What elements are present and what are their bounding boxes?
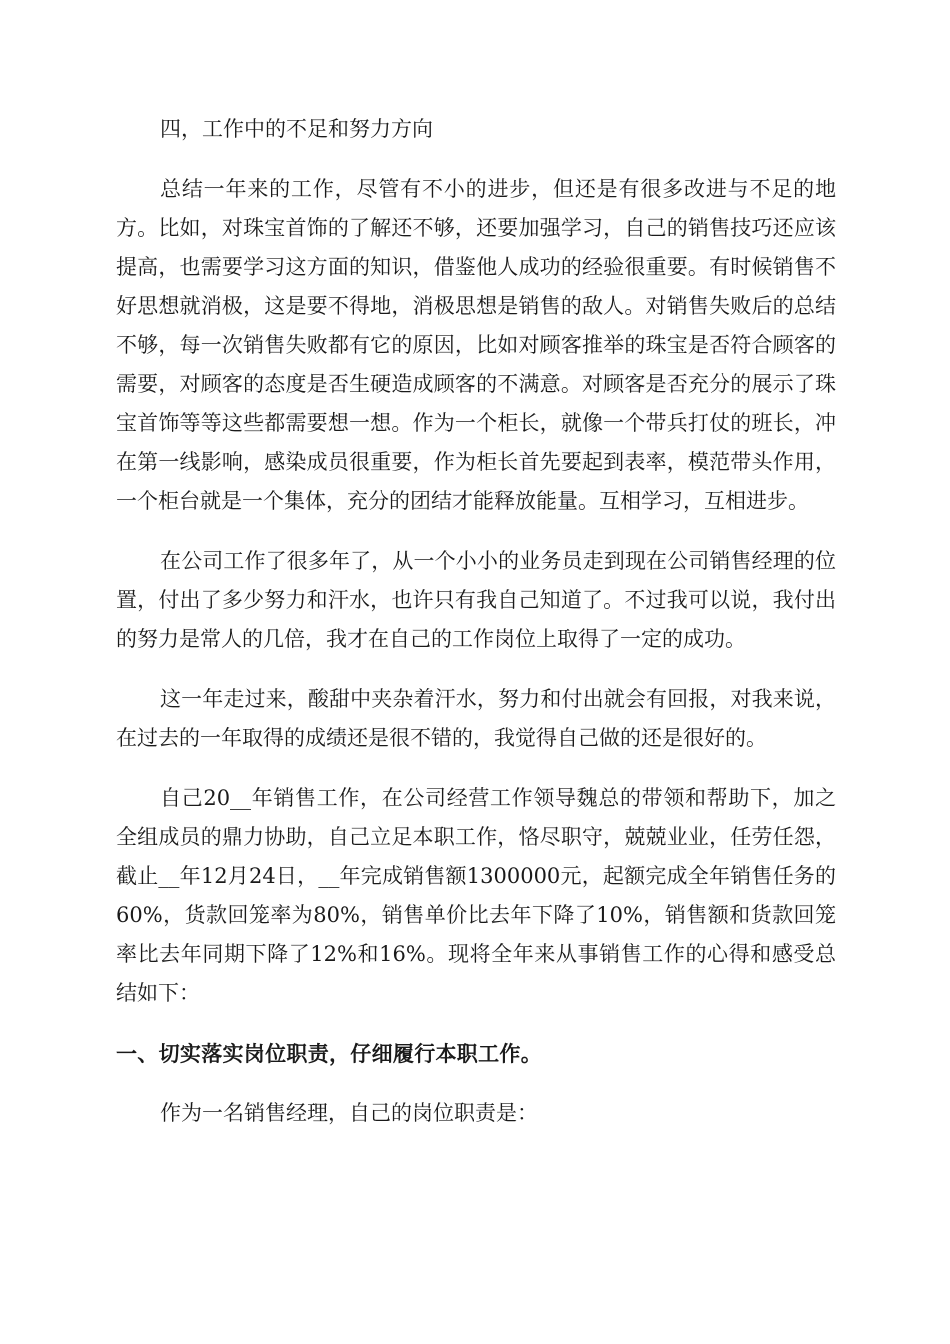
section-one-heading: 一、切实落实岗位职责，仔细履行本职工作。 [116, 1041, 542, 1066]
section-four-heading: 四，工作中的不足和努力方向 [160, 117, 433, 141]
paragraph-shortcomings: 总结一年来的工作，尽管有不小的进步，但还是有很多改进与不足的地方。比如，对珠宝首饰的了解还不够，还要加强学习，自己的销售技巧还应该提高，也需要学习这方面的知识，借鉴他人成功的经验很重要。有时候销售不好思想就消极，这是要不得地，消极思想是销售的敌人。对销售失败后的总结不够，每一次销售失败都有它的原因，比如对顾客推举的珠宝是否符合顾客的需要，对顾客的态度是否生硬造成顾客的不满意。对顾客是否充分的展示了珠宝首饰等等这些都需要想一想。作为一个柜长，就像一个带兵打仗的班长，冲在第一线影响，感染成员很重要，作为柜长首先要起到表率，模范带头作用，一个柜台就是一个集体，充分的团结才能释放能量。互相学习，互相进步。 [116, 177, 836, 513]
paragraph-sales-summary: 自己20__年销售工作，在公司经营工作领导魏总的带领和帮助下，加之全组成员的鼎力协助，自己立足本职工作，恪尽职守，兢兢业业，任劳任怨，截止__年12月24日，__年完成销售额1300000元，起额完成全年销售任务的60%，货款回笼率为80%，销售单价比去年下降了10%，销售额和货款回笼率比去年同期下降了12%和16%。现将全年来从事销售工作的心得和感受总结如下： [116, 786, 836, 1005]
document-body [116, 110, 836, 1154]
paragraph-year-review: 这一年走过来，酸甜中夹杂着汗水，努力和付出就会有回报，对我来说，在过去的一年取得的成绩还是很不错的，我觉得自己做的还是很好的。 [116, 687, 836, 750]
paragraph-career: 在公司工作了很多年了，从一个小小的业务员走到现在公司销售经理的位置，付出了多少努力和汗水，也许只有我自己知道了。不过我可以说，我付出的努力是常人的几倍，我才在自己的工作岗位上取得了一定的成功。 [116, 549, 836, 651]
paragraph-job-duties: 作为一名销售经理，自己的岗位职责是： [160, 1101, 538, 1125]
